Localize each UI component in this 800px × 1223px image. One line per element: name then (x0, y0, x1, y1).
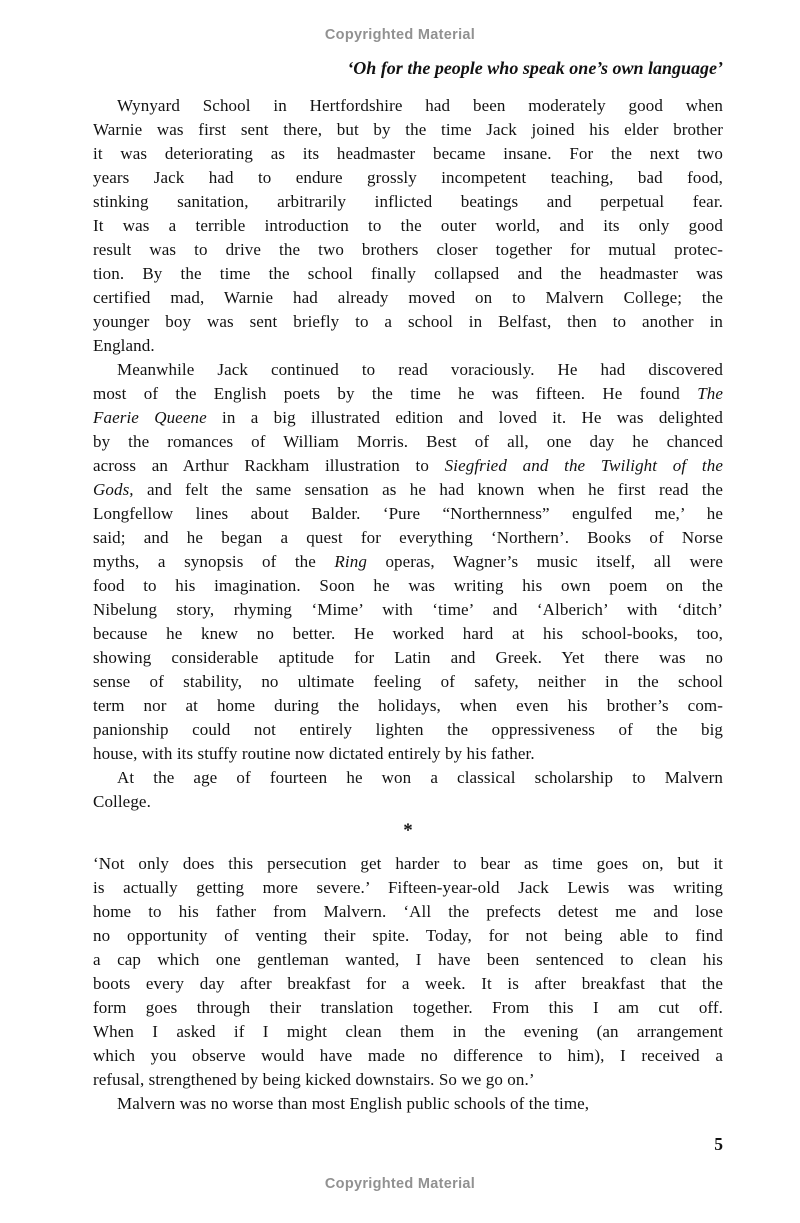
text-line: College. (93, 792, 151, 811)
text-line: because he knew no better. He worked hard at his school-books, too, (93, 624, 723, 643)
text-line: home to his father from Malvern. ‘All the prefects detest me and lose (93, 902, 723, 921)
text-line: form goes through their translation together. From this I am cut off. (93, 998, 723, 1017)
text-line: it was deteriorating as its headmaster became insane. For the next two (93, 144, 723, 163)
text-run: across an Arthur Rackham illustration to (93, 456, 445, 475)
paragraph-5 (93, 1092, 723, 1116)
text-line (93, 478, 723, 502)
text-line: Nibelung story, rhyming ‘Mime’ with ‘time’ and ‘Alberich’ with ‘ditch’ (93, 600, 723, 619)
italic-title: Siegfried and the Twilight of the (444, 456, 723, 475)
italic-title: Ring (334, 552, 367, 571)
text-line: It was a terrible introduction to the outer world, and its only good (93, 216, 723, 235)
text-run: most of the English poets by the time he was fifteen. He found (93, 384, 698, 403)
text-line (93, 382, 723, 406)
paragraph-1 (93, 94, 723, 358)
text-line: Warnie was first sent there, but by the time Jack joined his elder brother (93, 120, 723, 139)
text-column (93, 56, 723, 1156)
text-line: boots every day after breakfast for a week. It is after breakfast that the (93, 974, 723, 993)
text-line: When I asked if I might clean them in the evening (an arrangement (93, 1022, 723, 1041)
text-line: food to his imagination. Soon he was writing his own poem on the (93, 576, 723, 595)
asterisk-symbol: * (403, 820, 413, 841)
text-run: operas, Wagner’s music itself, all were (366, 552, 723, 571)
text-line: which you observe would have made no difference to him), I received a (93, 1046, 723, 1065)
text-line: term nor at home during the holidays, when even his brother’s com- (93, 696, 723, 715)
text-line: ‘Not only does this persecution get harder to bear as time goes on, but it (93, 854, 723, 873)
text-line: younger boy was sent briefly to a school in Belfast, then to another in (93, 312, 723, 331)
section-divider (93, 814, 723, 848)
text-line (93, 406, 723, 430)
text-line (93, 550, 723, 574)
italic-title: Faerie Queene (93, 408, 207, 427)
text-line: stinking sanitation, arbitrarily inflicted beatings and perpetual fear. (93, 192, 723, 211)
text-line: Malvern was no worse than most English public schools of the time, (117, 1094, 590, 1113)
text-run: and felt the same sensation as he had known when he first read the (133, 480, 723, 499)
italic-title: Gods, (93, 480, 134, 499)
text-line: house, with its stuffy routine now dictated entirely by his father. (93, 744, 535, 763)
text-line: years Jack had to endure grossly incompetent teaching, bad food, (93, 168, 723, 187)
text-line: no opportunity of venting their spite. Today, for not being able to find (93, 926, 723, 945)
text-line: England. (93, 336, 155, 355)
italic-title: The (697, 384, 723, 403)
chapter-epigraph: ‘Oh for the people who speak one’s own language’ (347, 58, 723, 78)
text-line: is actually getting more severe.’ Fifteen-year-old Jack Lewis was writing (93, 878, 723, 897)
text-line: panionship could not entirely lighten the oppressiveness of the big (93, 720, 723, 739)
paragraph-4 (93, 852, 723, 1092)
paragraph-3 (93, 766, 723, 814)
text-line: certified mad, Warnie had already moved on to Malvern College; the (93, 288, 723, 307)
text-line: sense of stability, no ultimate feeling of safety, neither in the school (93, 672, 723, 691)
copyright-watermark-bottom: Copyrighted Material (324, 1176, 476, 1192)
text-line: by the romances of William Morris. Best of all, one day he chanced (93, 432, 723, 451)
text-line: Meanwhile Jack continued to read voraciously. He had discovered (117, 360, 723, 379)
page-number: 5 (714, 1134, 723, 1154)
paragraph-2 (93, 358, 723, 766)
text-line: said; and he began a quest for everything ‘Northern’. Books of Norse (93, 528, 723, 547)
text-line: Wynyard School in Hertfordshire had been moderately good when (117, 96, 723, 115)
text-run: myths, a synopsis of the (93, 552, 335, 571)
text-line: result was to drive the two brothers closer together for mutual protec- (93, 240, 723, 259)
copyright-watermark-top: Copyrighted Material (324, 27, 476, 43)
text-line (93, 454, 723, 478)
text-run: in a big illustrated edition and loved it. He was delighted (206, 408, 723, 427)
text-line: tion. By the time the school finally collapsed and the headmaster was (93, 264, 723, 283)
text-line: At the age of fourteen he won a classical scholarship to Malvern (117, 768, 723, 787)
text-line: a cap which one gentleman wanted, I have been sentenced to clean his (93, 950, 723, 969)
text-line: Longfellow lines about Balder. ‘Pure “Northernness” engulfed me,’ he (93, 504, 723, 523)
text-line: refusal, strengthened by being kicked downstairs. So we go on.’ (93, 1070, 535, 1089)
text-line: showing considerable aptitude for Latin and Greek. Yet there was no (93, 648, 723, 667)
